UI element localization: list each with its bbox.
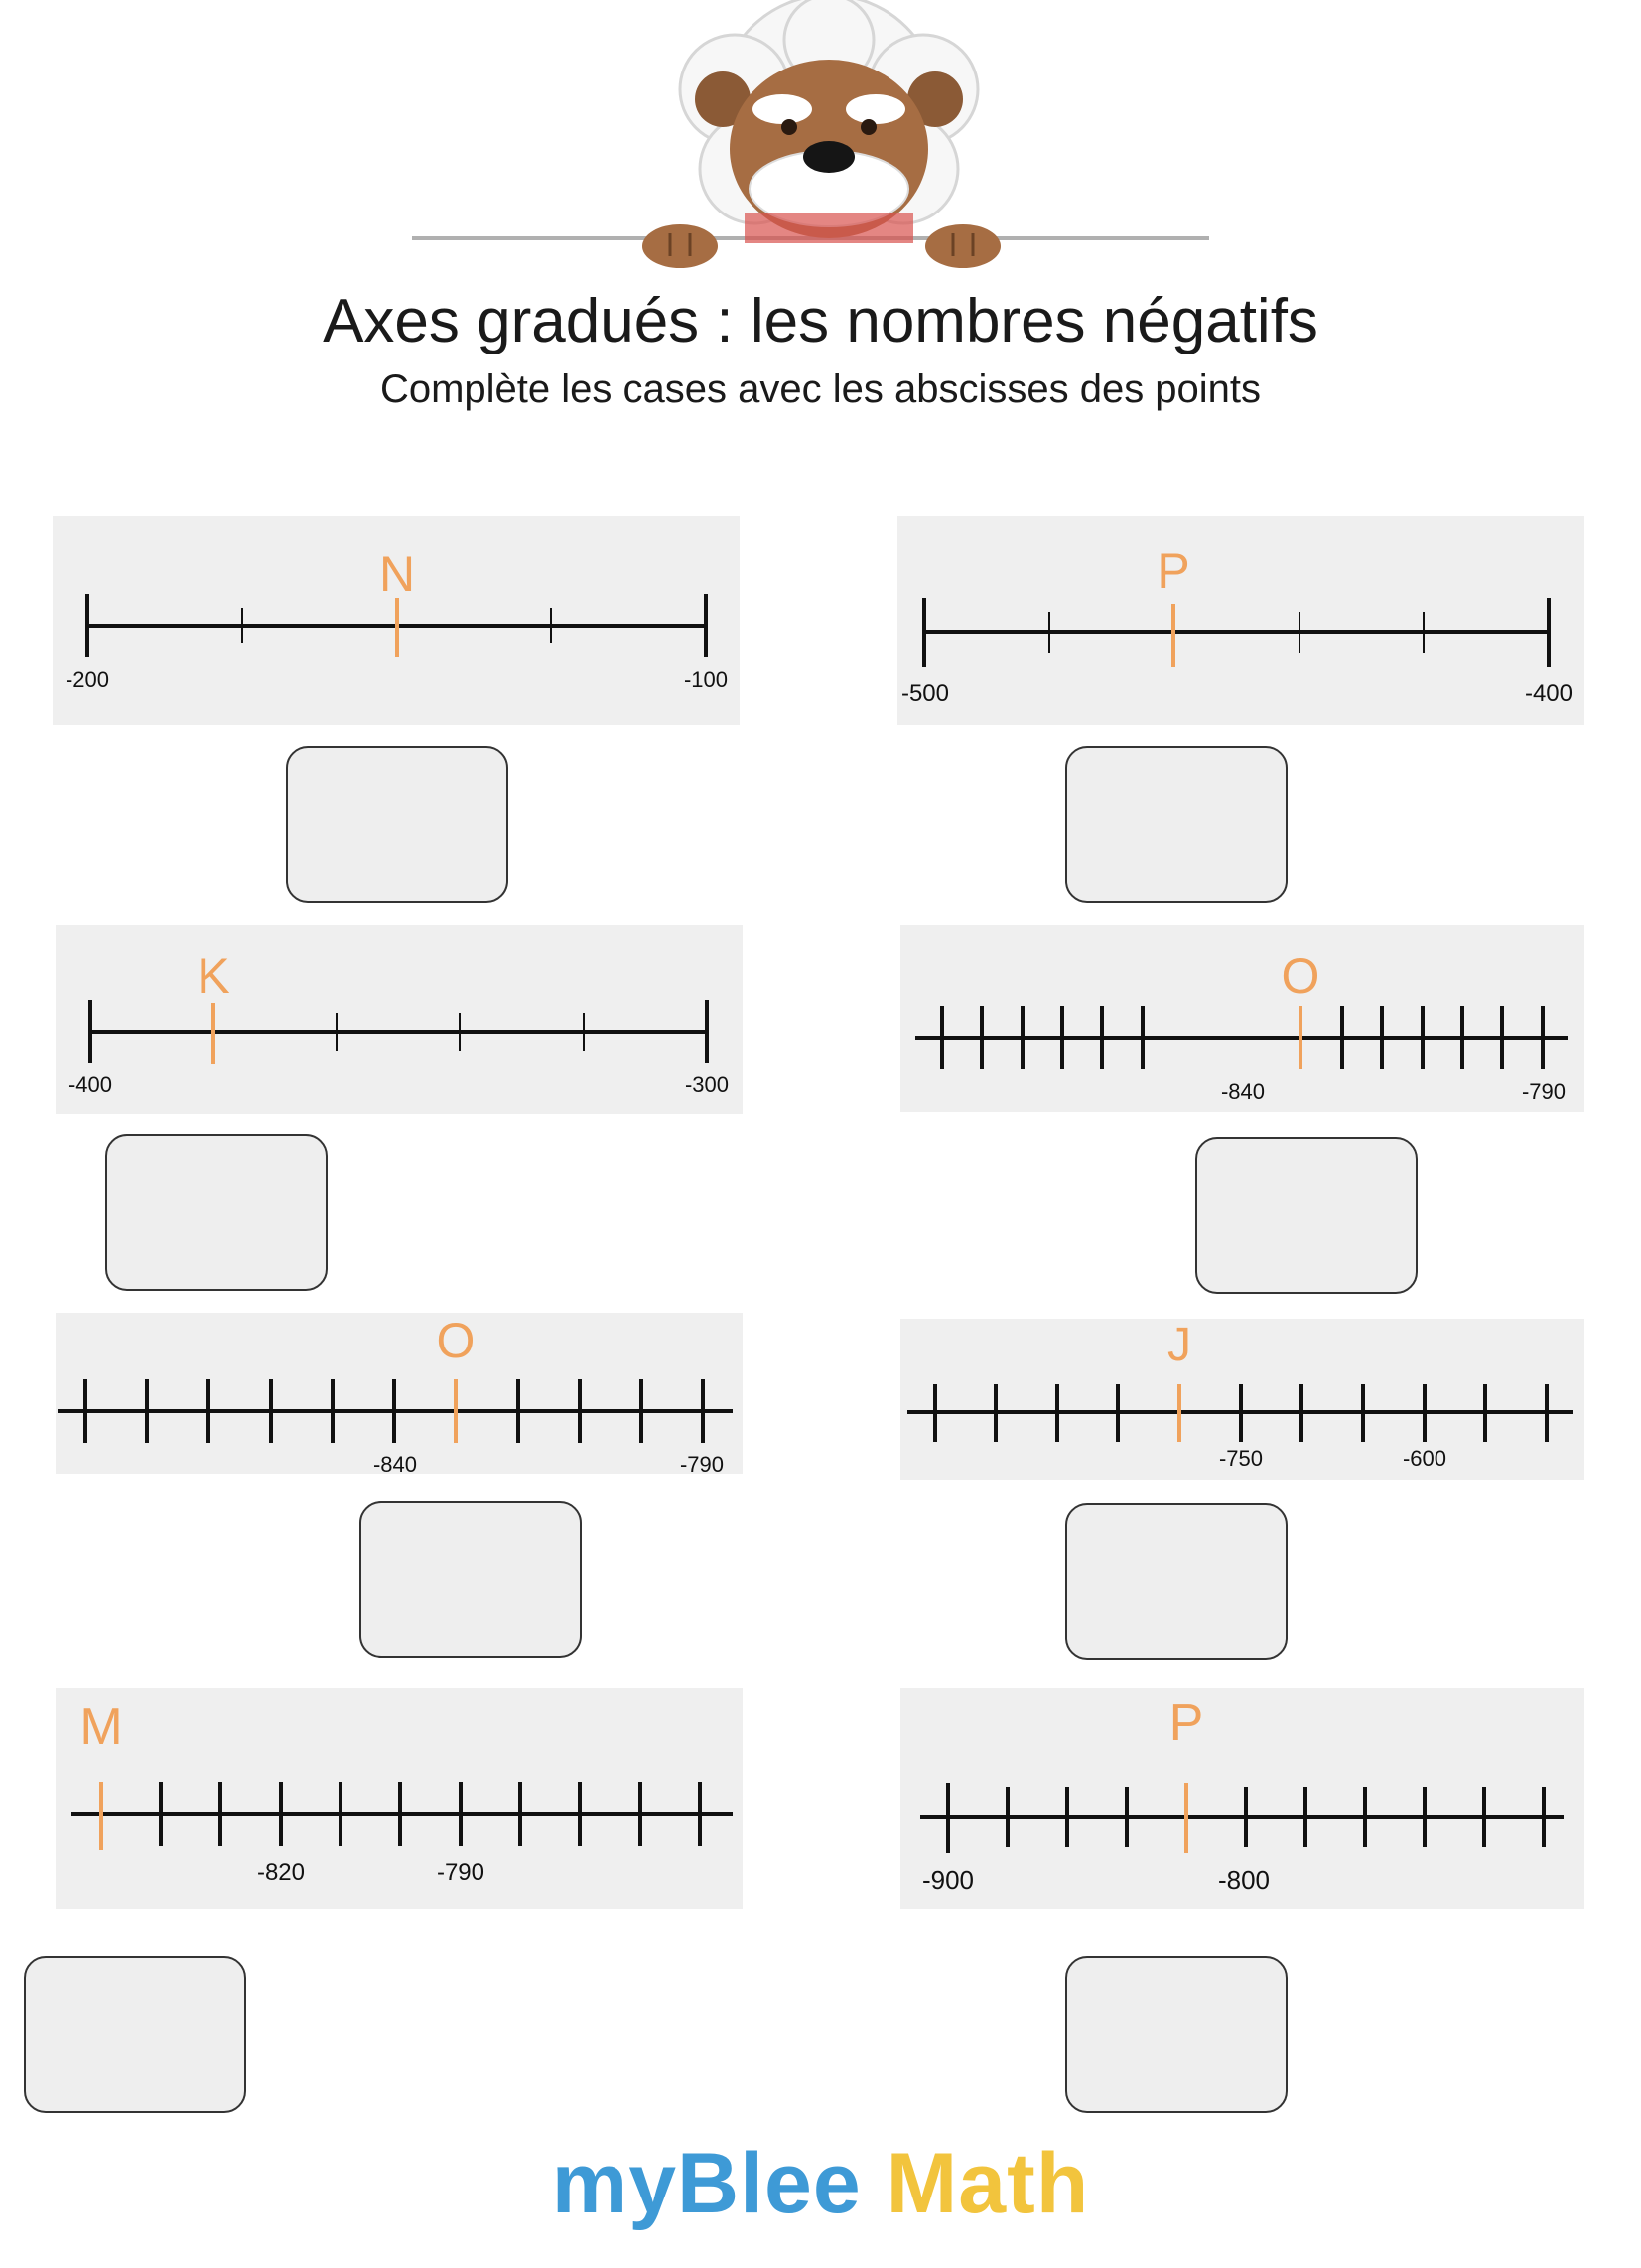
tick-label: -790 [1521,1079,1567,1104]
point-label: P [1157,543,1190,599]
answer-box-o[interactable] [1195,1137,1418,1294]
tick-label: -840 [372,1452,418,1477]
number-line-panel-p-2 [900,1688,1584,1909]
tick-label: -840 [1220,1079,1266,1104]
tick-label: -800 [1217,1865,1271,1895]
number-line-panel-n [53,516,740,725]
point-label: P [1168,1694,1204,1752]
mascot-illustration [407,0,1241,270]
page-subtitle: Complète les cases avec les abscisses des points [379,367,1262,411]
brand-logo-part1: myBlee [551,2136,862,2231]
page-title: Axes gradués : les nombres négatifs [323,287,1318,355]
answer-box-n[interactable] [286,746,508,903]
tick-label: -790 [679,1452,725,1477]
tick-label: -820 [256,1859,306,1886]
tick-label: -750 [1218,1446,1264,1471]
point-label: J [1167,1319,1191,1371]
point-label: K [197,948,230,1004]
tick-label: -900 [921,1865,975,1895]
brand-logo-part2: Math [886,2136,1090,2231]
answer-box-k[interactable] [105,1134,328,1291]
answer-box-p[interactable] [1065,746,1288,903]
point-label: O [436,1313,476,1368]
answer-box-m[interactable] [24,1956,246,2113]
number-line-panel-m [56,1688,743,1909]
number-line-panel-k [56,925,743,1114]
tick-label: -200 [65,667,110,692]
tick-label: -300 [684,1072,730,1097]
number-line-panel-j [900,1319,1584,1480]
tick-label: -600 [1402,1446,1447,1471]
point-label: M [79,1698,123,1756]
tick-label: -400 [68,1072,113,1097]
point-label: O [1281,948,1320,1004]
answer-box-p-2[interactable] [1065,1956,1288,2113]
tick-label: -500 [900,680,950,707]
number-line-panel-o-2 [56,1313,743,1477]
tick-label: -100 [683,667,729,692]
tick-label: -790 [436,1859,485,1886]
number-line-panel-p [897,516,1584,725]
brand-logo [0,2135,1641,2233]
number-line-panel-o [900,925,1584,1112]
point-label: N [378,546,416,602]
answer-box-j[interactable] [1065,1503,1288,1660]
answer-box-o-2[interactable] [359,1501,582,1658]
tick-label: -400 [1524,680,1573,707]
